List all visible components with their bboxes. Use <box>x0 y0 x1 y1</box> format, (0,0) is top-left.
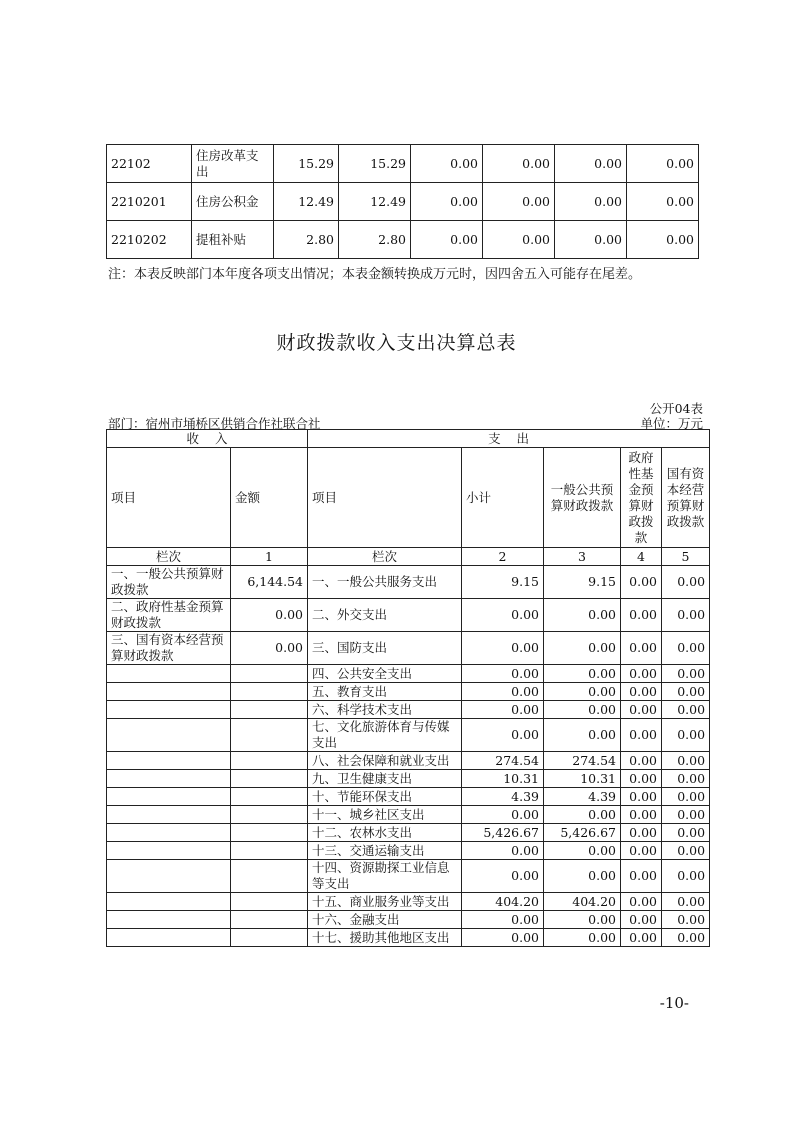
income-amount-header: 金额 <box>231 448 308 548</box>
value-cell: 2.80 <box>339 221 411 259</box>
item-name: 提租补贴 <box>192 221 274 259</box>
value-cell: 0.00 <box>411 221 483 259</box>
value-cell: 0.00 <box>483 183 555 221</box>
col-number-5: 5 <box>662 548 710 566</box>
fund-budget-value: 0.00 <box>621 566 662 599</box>
expense-item: 六、科学技术支出 <box>308 701 462 719</box>
value-cell: 15.29 <box>274 145 339 183</box>
fund-budget-value: 0.00 <box>621 929 662 947</box>
state-capital-value: 0.00 <box>662 860 710 893</box>
income-amount <box>231 752 308 770</box>
table-row <box>107 860 710 893</box>
table-row <box>107 221 699 259</box>
table-row <box>107 665 710 683</box>
income-item <box>107 842 231 860</box>
page-number: -10- <box>659 994 689 1012</box>
state-capital-value: 0.00 <box>662 788 710 806</box>
state-capital-value: 0.00 <box>662 929 710 947</box>
fund-budget-value: 0.00 <box>621 842 662 860</box>
subtotal-value: 0.00 <box>462 719 544 752</box>
expense-item: 十六、金融支出 <box>308 911 462 929</box>
subtotal-value: 0.00 <box>462 599 544 632</box>
general-budget-value: 10.31 <box>544 770 621 788</box>
state-capital-value: 0.00 <box>662 893 710 911</box>
state-capital-value: 0.00 <box>662 842 710 860</box>
income-item: 二、政府性基金预算财政拨款 <box>107 599 231 632</box>
subtotal-value: 0.00 <box>462 911 544 929</box>
general-budget-value: 0.00 <box>544 683 621 701</box>
fund-budget-value: 0.00 <box>621 665 662 683</box>
value-cell: 0.00 <box>627 183 699 221</box>
expense-item: 十一、城乡社区支出 <box>308 806 462 824</box>
income-item <box>107 929 231 947</box>
general-budget-value: 404.20 <box>544 893 621 911</box>
state-capital-header: 国有资本经营预算财政拨款 <box>662 448 710 548</box>
general-budget-value: 0.00 <box>544 929 621 947</box>
subtotal-value: 5,426.67 <box>462 824 544 842</box>
table-row <box>107 929 710 947</box>
value-cell: 12.49 <box>274 183 339 221</box>
state-capital-value: 0.00 <box>662 770 710 788</box>
income-amount <box>231 806 308 824</box>
subtotal-value: 0.00 <box>462 665 544 683</box>
income-amount <box>231 929 308 947</box>
income-amount <box>231 893 308 911</box>
expense-item-header: 项目 <box>308 448 462 548</box>
income-item <box>107 824 231 842</box>
income-item <box>107 719 231 752</box>
table-row <box>107 599 710 632</box>
income-item <box>107 752 231 770</box>
general-budget-value: 5,426.67 <box>544 824 621 842</box>
table-row <box>107 701 710 719</box>
expense-item: 十二、农林水支出 <box>308 824 462 842</box>
income-amount: 0.00 <box>231 632 308 665</box>
col-number-2: 2 <box>462 548 544 566</box>
subtotal-value: 0.00 <box>462 701 544 719</box>
income-item <box>107 770 231 788</box>
col-label: 栏次 <box>107 548 231 566</box>
state-capital-value: 0.00 <box>662 566 710 599</box>
state-capital-value: 0.00 <box>662 752 710 770</box>
value-cell: 0.00 <box>411 145 483 183</box>
department-name: 宿州市埇桥区供销合作社联合社 <box>145 416 321 431</box>
table-row <box>107 145 699 183</box>
income-amount <box>231 824 308 842</box>
income-item <box>107 665 231 683</box>
state-capital-value: 0.00 <box>662 911 710 929</box>
col-number-4: 4 <box>621 548 662 566</box>
income-item: 三、国有资本经营预算财政拨款 <box>107 632 231 665</box>
item-name: 住房公积金 <box>192 183 274 221</box>
general-budget-value: 0.00 <box>544 632 621 665</box>
expense-item: 十四、资源勘探工业信息等支出 <box>308 860 462 893</box>
fund-budget-value: 0.00 <box>621 683 662 701</box>
subtotal-value: 0.00 <box>462 860 544 893</box>
fund-budget-value: 0.00 <box>621 770 662 788</box>
table-row <box>107 893 710 911</box>
table-row <box>107 842 710 860</box>
general-budget-value: 0.00 <box>544 665 621 683</box>
state-capital-value: 0.00 <box>662 806 710 824</box>
income-item <box>107 806 231 824</box>
value-cell: 0.00 <box>411 183 483 221</box>
state-capital-value: 0.00 <box>662 632 710 665</box>
subtotal-value: 4.39 <box>462 788 544 806</box>
expense-detail-table <box>106 144 699 259</box>
subtotal-value: 0.00 <box>462 806 544 824</box>
income-item-header: 项目 <box>107 448 231 548</box>
table-row <box>107 824 710 842</box>
item-name: 住房改革支出 <box>192 145 274 183</box>
income-amount <box>231 842 308 860</box>
fund-budget-value: 0.00 <box>621 860 662 893</box>
table-row <box>107 752 710 770</box>
expense-header: 支 出 <box>308 430 710 448</box>
value-cell: 0.00 <box>627 221 699 259</box>
value-cell: 0.00 <box>483 145 555 183</box>
fund-budget-value: 0.00 <box>621 752 662 770</box>
page-title: 财政拨款收入支出决算总表 <box>276 332 517 354</box>
item-code: 22102 <box>107 145 192 183</box>
income-item <box>107 893 231 911</box>
subtotal-value: 404.20 <box>462 893 544 911</box>
general-budget-value: 9.15 <box>544 566 621 599</box>
item-code: 2210201 <box>107 183 192 221</box>
expense-item: 一、一般公共服务支出 <box>308 566 462 599</box>
table-row <box>107 183 699 221</box>
state-capital-value: 0.00 <box>662 599 710 632</box>
general-budget-header: 一般公共预算财政拨款 <box>544 448 621 548</box>
unit-label: 单位：万元 <box>640 416 703 431</box>
value-cell: 2.80 <box>274 221 339 259</box>
income-item <box>107 701 231 719</box>
income-amount <box>231 788 308 806</box>
fiscal-summary-table <box>106 429 710 947</box>
general-budget-value: 0.00 <box>544 806 621 824</box>
income-amount <box>231 719 308 752</box>
general-budget-value: 0.00 <box>544 599 621 632</box>
table-row <box>107 911 710 929</box>
table-row <box>107 683 710 701</box>
value-cell: 0.00 <box>555 221 627 259</box>
subtotal-value: 0.00 <box>462 683 544 701</box>
subtotal-header: 小计 <box>462 448 544 548</box>
col-number-3: 3 <box>544 548 621 566</box>
fund-budget-value: 0.00 <box>621 701 662 719</box>
table-note: 注：本表反映部门本年度各项支出情况；本表金额转换成万元时，因四舍五入可能存在尾差。 <box>108 267 642 282</box>
table-row <box>107 719 710 752</box>
income-item: 一、一般公共预算财政拨款 <box>107 566 231 599</box>
income-amount <box>231 701 308 719</box>
expense-item: 九、卫生健康支出 <box>308 770 462 788</box>
table-row <box>107 770 710 788</box>
income-amount <box>231 770 308 788</box>
expense-item: 十五、商业服务业等支出 <box>308 893 462 911</box>
general-budget-value: 274.54 <box>544 752 621 770</box>
income-item <box>107 788 231 806</box>
income-item <box>107 911 231 929</box>
income-amount: 0.00 <box>231 599 308 632</box>
table-row <box>107 566 710 599</box>
fund-budget-value: 0.00 <box>621 632 662 665</box>
income-item <box>107 860 231 893</box>
col-number-1: 1 <box>231 548 308 566</box>
table-row <box>107 632 710 665</box>
subtotal-value: 0.00 <box>462 632 544 665</box>
expense-item: 五、教育支出 <box>308 683 462 701</box>
fund-budget-value: 0.00 <box>621 599 662 632</box>
fund-budget-value: 0.00 <box>621 911 662 929</box>
general-budget-value: 0.00 <box>544 860 621 893</box>
expense-item: 十、节能环保支出 <box>308 788 462 806</box>
income-item <box>107 683 231 701</box>
subtotal-value: 9.15 <box>462 566 544 599</box>
value-cell: 0.00 <box>555 183 627 221</box>
income-amount <box>231 665 308 683</box>
income-header: 收 入 <box>107 430 308 448</box>
department-label: 部门： <box>108 416 146 431</box>
income-amount <box>231 683 308 701</box>
expense-item: 七、文化旅游体育与传媒支出 <box>308 719 462 752</box>
table-row <box>107 806 710 824</box>
value-cell: 0.00 <box>555 145 627 183</box>
expense-item: 三、国防支出 <box>308 632 462 665</box>
fund-budget-value: 0.00 <box>621 824 662 842</box>
general-budget-value: 0.00 <box>544 911 621 929</box>
subtotal-value: 10.31 <box>462 770 544 788</box>
value-cell: 0.00 <box>483 221 555 259</box>
income-amount <box>231 860 308 893</box>
state-capital-value: 0.00 <box>662 719 710 752</box>
fund-budget-value: 0.00 <box>621 788 662 806</box>
col-label: 栏次 <box>308 548 462 566</box>
table-row <box>107 788 710 806</box>
expense-item: 八、社会保障和就业支出 <box>308 752 462 770</box>
fund-budget-value: 0.00 <box>621 719 662 752</box>
state-capital-value: 0.00 <box>662 683 710 701</box>
income-amount: 6,144.54 <box>231 566 308 599</box>
value-cell: 0.00 <box>627 145 699 183</box>
subtotal-value: 274.54 <box>462 752 544 770</box>
value-cell: 15.29 <box>339 145 411 183</box>
general-budget-value: 4.39 <box>544 788 621 806</box>
income-amount <box>231 911 308 929</box>
item-code: 2210202 <box>107 221 192 259</box>
fund-budget-value: 0.00 <box>621 893 662 911</box>
expense-item: 四、公共安全支出 <box>308 665 462 683</box>
state-capital-value: 0.00 <box>662 665 710 683</box>
state-capital-value: 0.00 <box>662 701 710 719</box>
expense-item: 十三、交通运输支出 <box>308 842 462 860</box>
subtotal-value: 0.00 <box>462 929 544 947</box>
general-budget-value: 0.00 <box>544 701 621 719</box>
table-code: 公开04表 <box>649 401 703 416</box>
state-capital-value: 0.00 <box>662 824 710 842</box>
expense-item: 二、外交支出 <box>308 599 462 632</box>
value-cell: 12.49 <box>339 183 411 221</box>
expense-item: 十七、援助其他地区支出 <box>308 929 462 947</box>
fund-budget-header: 政府性基金预算财政拨款 <box>621 448 662 548</box>
general-budget-value: 0.00 <box>544 842 621 860</box>
subtotal-value: 0.00 <box>462 842 544 860</box>
fund-budget-value: 0.00 <box>621 806 662 824</box>
general-budget-value: 0.00 <box>544 719 621 752</box>
